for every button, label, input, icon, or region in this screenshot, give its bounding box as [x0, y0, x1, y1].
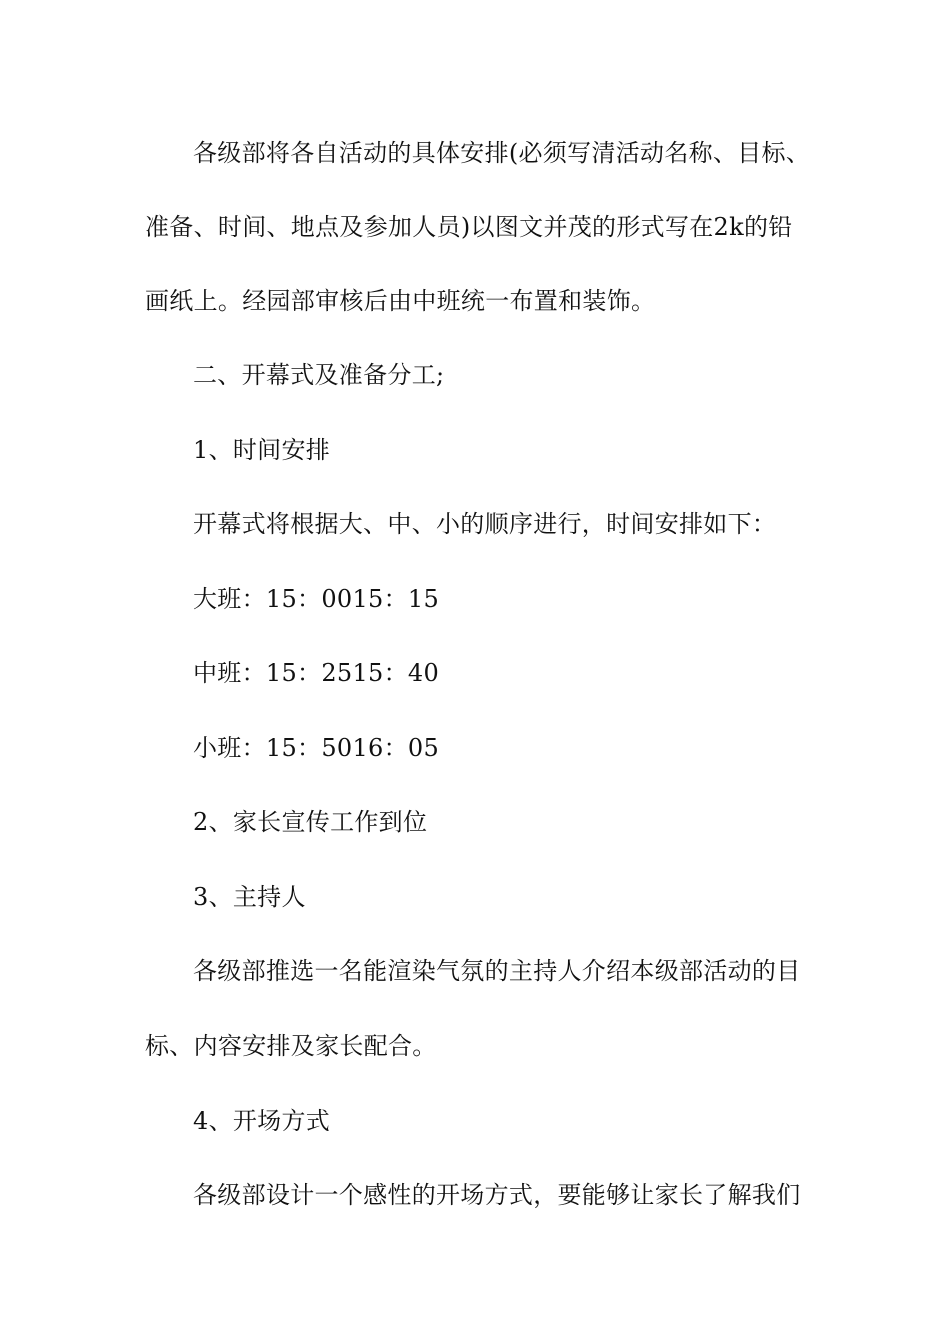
subheading: 3、主持人 [193, 883, 306, 911]
paragraph-line: 标、内容安排及家长配合。 [145, 1032, 437, 1060]
subheading: 4、开场方式 [193, 1107, 331, 1135]
paragraph-line: 开幕式将根据大、中、小的顺序进行，时间安排如下： [193, 510, 777, 538]
paragraph-line: 准备、时间、地点及参加人员)以图文并茂的形式写在2k的铅 [145, 213, 793, 241]
paragraph-line: 画纸上。经园部审核后由中班统一布置和装饰。 [145, 287, 656, 315]
subheading: 1、时间安排 [193, 436, 331, 464]
paragraph-line: 各级部推选一名能渲染气氛的主持人介绍本级部活动的目 [193, 957, 801, 985]
paragraph-line: 各级部将各自活动的具体安排(必须写清活动名称、目标、 [193, 139, 811, 167]
schedule-item: 大班：15：0015：15 [193, 585, 440, 613]
schedule-item: 中班：15：2515：40 [193, 659, 440, 687]
paragraph-line: 各级部设计一个感性的开场方式，要能够让家长了解我们 [193, 1181, 801, 1209]
section-heading: 二、开幕式及准备分工; [193, 361, 445, 389]
subheading: 2、家长宣传工作到位 [193, 808, 428, 836]
schedule-item: 小班：15：5016：05 [193, 734, 440, 762]
